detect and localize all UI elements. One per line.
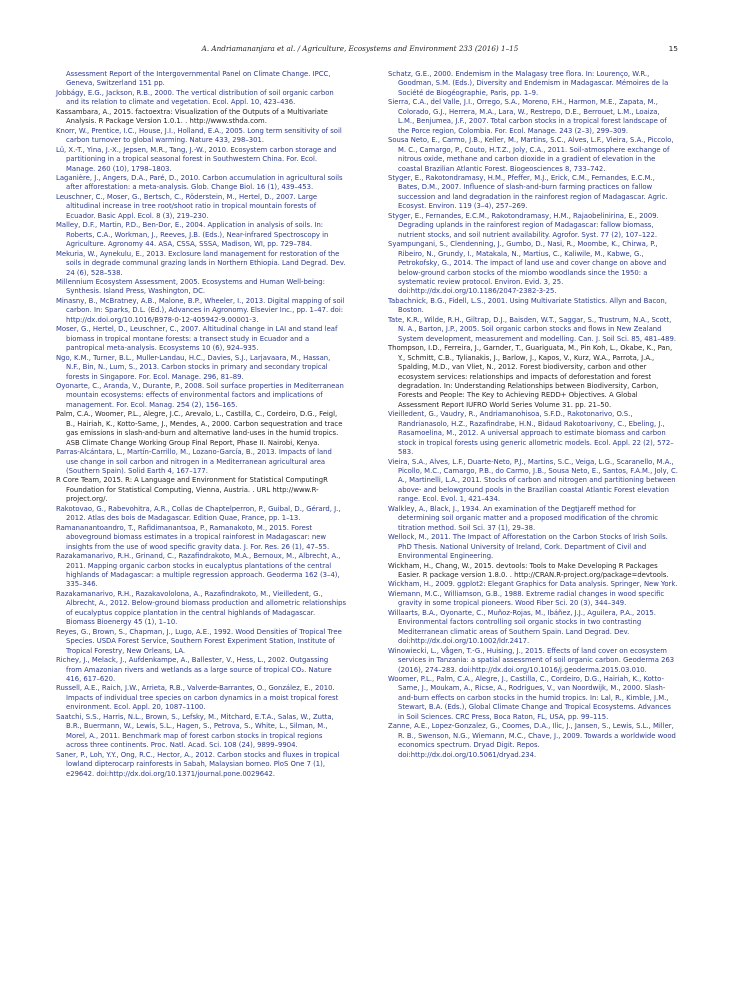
reference-entry: Thompson, I.D., Ferreira, J., Garnder, T., Guariguata, M., Pin Koh, L., Okabe, K., Pan, Y., Schmitt, C.B., Tylianakis, J., Barlow, J., Kapos, V., Kurz, W.A., Parrota, J.A., Spalding, M.D., van Vliet, N., 2012. Forest biodiversity, carbon and other ecosystem services: relationships and impacts of deforestation and forest degradation. In: Understanding Relationships between Biodiversity, Carbon, Forests and People: The Key to Achieving REDD+ Objectives. A Global Assessment Report IUFRO World Series Volume 31. pp. 21–50. — [388, 344, 673, 409]
reference-entry[interactable]: Saatchi, S.S., Harris, N.L., Brown, S., Lefsky, M., Mitchard, E.T.A., Salas, W., Zutta, B.R., Buermann, W., Lewis, S.L., Hagen, S., Petrova, S., White, L., Silman, M., Morel, A., 2011. Benchmark map of forest carbon stocks in tropical regions across three continents. Proc. Natl. Acad. Sci. 108 (24), 9899–9904. — [56, 712, 334, 750]
reference-entry[interactable]: Ramananantoandro, T., Rafidimanantsoa, P., Ramanakoto, M., 2015. Forest aboveground biomass estimates in a tropical rainforest in Madagascar: new insights from the use of wood specific gravity data. J. For. Res. 26 (1), 47–55. — [56, 523, 330, 551]
reference-entry[interactable]: Reyes, G., Brown, S., Chapman, J., Lugo, A.E., 1992. Wood Densities of Tropical Tree Species. USDA Forest Service, Southern Forest Experiment Station, Institute of Tropical Forestry, New Orleans, LA. — [56, 627, 342, 655]
reference-entry: Palm, C.A., Woomer, P.L., Alegre, J.C., Arevalo, L., Castilla, C., Cordeiro, D.G., Feigl, B., Hairiah, K., Kotto-Same, J., Mendes, A., 2000. Carbon sequestration and trace gas emissions in slash-and-burn and alternative land-uses in the humid tropics. ASB Climate Change Working Group Final Report, Phase II. Nairobi, Kenya. — [56, 410, 343, 447]
reference-entry[interactable]: Tate, K.R., Wilde, R.H., Giltrap, D.J., Baisden, W.T., Saggar, S., Trustrum, N.A., Scott, N. A., Barton, J.P., 2005. Soil organic carbon stocks and flows in New Zealand System development, measurement and modelling. Can. J. Soil Sci. 85, 481–489. — [388, 315, 676, 343]
reference-entry[interactable]: Russell, A.E., Raich, J.W., Arrieta, R.B., Valverde-Barrantes, O., González, E., 2010. Impacts of individual tree species on carbon dynamics in a moist tropical forest environment. Ecol. Appl. 20, 1087–1100. — [56, 684, 339, 712]
reference-entry[interactable]: Styger, E., Rakotondramasy, H.M., Pfeffer, M.J., Erick, C.M., Fernandes, E.C.M., Bates, D.M., 2007. Influence of slash-and-burn farming practices on fallow succession and land degradation in the rainforest region of Madagascar. Agric. Ecosyst. Environ. 119 (3–4), 257–269. — [388, 173, 668, 211]
reference-entry[interactable]: Tabachnick, B.G., Fidell, L.S., 2001. Using Multivariate Statistics. Allyn and Bacon, Boston. — [388, 296, 667, 315]
reference-entry[interactable]: Zanne, A.E., Lopez-Gonzalez, G., Coomes, D.A., Ilic, J., Jansen, S., Lewis, S.L., Miller, R. B., Swenson, N.G., Wiemann, M.C., Chave, J., 2009. Towards a worldwide wood economics spectrum. Dryad Digit. Repos. doi:http://dx.doi.org/10.5061/dryad.234. — [388, 722, 676, 759]
reference-entry[interactable]: Razakamanarivo, R.H., Razakavololona, A., Razafindrakoto, M., Vieilledent, G., Albrecht, A., 2012. Below-ground biomass production and allometric relationships of eucalyptus coppice plantation in the central highlands of Madagascar. Biomass Bioenergy 45 (1), 1–10. — [56, 589, 347, 627]
reference-entry[interactable]: Millennium Ecosystem Assessment, 2005. Ecosystems and Human Well-being: Synthesis. Island Press, Washington, DC. — [56, 277, 325, 296]
reference-entry[interactable]: Lü, X.-T., Yina, J.-X., Jepsen, M.R., Tang, J.-W., 2010. Ecosystem carbon storage and partitioning in a tropical seasonal forest in Southwestern China. For. Ecol. Manage. 260 (10), 1798–1803. — [56, 145, 337, 173]
running-header — [66, 43, 678, 55]
reference-entry[interactable]: Moser, G., Hertel, D., Leuschner, C., 2007. Altitudinal change in LAI and stand leaf biomass in tropical montane forests: a transect study in Ecuador and a pantropical meta-analysis. Ecosystems 10 (6), 924–935. — [56, 325, 338, 353]
reference-entry[interactable]: Assessment Report of the Intergovernmental Panel on Climate Change. IPCC, Geneva, Switzerland 151 pp. — [66, 70, 331, 88]
reference-entry[interactable]: Rakotovao, G., Rabevohitra, A.R., Collas de Chaptelperron, P., Guibal, D., Gérard, J., 2012. Atlas des bois de Madagascar. Edition Quae, France, pp. 1–13. — [56, 504, 341, 523]
reference-entry[interactable]: Ngo, K.M., Turner, B.L., Muller-Landau, H.C., Davies, S.J., Larjavaara, M., Hassan, N.F., Bin, N., Lum, S., 2013. Carbon stocks in primary and secondary tropical forests in Singapore. For. Ecol. Manage. 296, 81–89. — [56, 353, 331, 381]
page-number: 15 — [668, 44, 678, 53]
reference-entry[interactable]: Walkley, A., Black, J., 1934. An examination of the Degtjareff method for determining soil organic matter and a proposed modification of the chromic titration method. Soil Sci. 37 (1), 29–38. — [388, 504, 659, 532]
reference-column-left — [56, 70, 346, 779]
reference-entry[interactable]: Leuschner, C., Moser, G., Bertsch, C., Röderstein, M., Hertel, D., 2007. Large altitudinal increase in tree root/shoot ratio in tropical mountain forests of Ecuador. Basic Appl. Ecol. 8 (3), 219–230. — [56, 192, 318, 220]
reference-entry[interactable]: Parras-Alcántara, L., Martín-Carrillo, M., Lozano-García, B., 2013. Impacts of land use change in soil carbon and nitrogen in a Mediterranean agricultural area (Southern Spain). Solid Earth 4, 167–177. — [56, 448, 332, 476]
reference-entry[interactable]: Saner, P., Loh, Y.Y., Ong, R.C., Hector, A., 2012. Carbon stocks and fluxes in tropical lowland dipterocarp rainforests in Sabah, Malaysian borneo. PloS One 7 (1), e29642. doi:http://dx.doi.org/10.1371/journal.pone.0029642. — [56, 750, 340, 778]
reference-entry[interactable]: Woomer, P.L., Palm, C.A., Alegre, J., Castilla, C., Cordeiro, D.G., Hairiah, K., Kotto-Same, J., Moukam, A., Ricse, A., Rodrigues, V., van Noordwijk, M., 2000. Slash-and-burn effects on carbon stocks in the humid tropics. In: Lal, R., Kimble, J.M., Stewart, B.A. (Eds.), Global Climate Change and Tropical Ecosystems. Advances in Soil Sciences. CRC Press, Boca Raton, FL, USA, pp. 99–115. — [388, 675, 671, 721]
reference-entry[interactable]: Sousa Neto, E., Carmo, J.B., Keller, M., Martins, S.C., Alves, L.F., Vieira, S.A., Piccolo, M. C., Camargo, P., Couto, H.T.Z., Joly, C.A., 2011. Soil-atmosphere exchange of nitrous oxide, methane and carbon dioxide in a gradient of elevation in the coastal Brazilian Atlantic Forest. Biogeosciences 8, 733–742. — [388, 136, 674, 173]
reference-entry[interactable]: Willaarts, B.A., Oyonarte, C., Muñoz-Rojas, M., Ibáñez, J.J., Aguilera, P.A., 2015. Environmental factors controlling soil organic stocks in two contrasting Mediterranean climatic areas of Southern Spain. Land Degrad. Dev. doi:http://dx.doi.org/10.1002/ldr.2417. — [388, 608, 656, 646]
reference-entry[interactable]: Sierra, C.A., del Valle, J.I., Orrego, S.A., Moreno, F.H., Harmon, M.E., Zapata, M., Colorado, G.J., Herrera, M.A., Lara, W., Restrepo, D.E., Berrouet, L.M., Loaiza, L.M., Benjumea, J.F., 2007. Total carbon stocks in a tropical forest landscape of the Porce region, Colombia. For. Ecol. Manage. 243 (2–3), 299–309. — [388, 98, 667, 135]
reference-entry[interactable]: Razakamanarivo, R.H., Grinand, C., Razafindrakoto, M.A., Bernoux, M., Albrecht, A., 2011. Mapping organic carbon stocks in eucalyptus plantations of the central highlands of Madagascar: a multiple regression approach. Geoderma 162 (3–4), 335–346. — [56, 552, 341, 589]
reference-entry[interactable]: Syampungani, S., Clendenning, J., Gumbo, D., Nasi, R., Moombe, K., Chirwa, P., Ribeiro, N., Grundy, I., Matakala, N., Martius, C., Kaliwile, M., Kabwe, G., Petrokofsky, G., 2014. The impact of land use and cover change on above and below-ground carbon stocks of the miombo woodlands since the 1950: a systematic review protocol. Environ. Evid. 3, 25. doi:http://dx.doi.org/10.1186/2047-2382-3-25. — [388, 240, 667, 296]
reference-column-right — [388, 70, 678, 760]
reference-entry[interactable]: Vieilledent, G., Vaudry, R., Andriamanohisoa, S.F.D., Rakotonarivo, O.S., Randrianasolo, H.Z., Razafindrabe, H.N., Bidaud Rakotoarivony, C., Ebeling, J., Rasamoelina, M., 2012. A universal approach to estimate biomass and carbon stock in tropical forests using generic allometric models. Ecol. Appl. 22 (2), 572–583. — [388, 410, 674, 457]
reference-entry[interactable]: Minasny, B., McBratney, A.B., Malone, B.P., Wheeler, I., 2013. Digital mapping of soil carbon. In: Sparks, D.L. (Ed.), Advances in Agronomy. Elsevier Inc., pp. 1–47. doi: http://dx.doi.org/10.1016/B978-0-12-405942-9.00001-3. — [56, 296, 345, 324]
reference-entry[interactable]: Wickham, H., 2009. ggplot2: Elegant Graphics for Data analysis. Springer, New York. — [388, 580, 678, 589]
reference-entry[interactable]: Schatz, G.E., 2000. Endemism in the Malagasy tree flora. In: Lourenço, W.R., Goodman, S.M. (Eds.), Diversity and Endemism in Madagascar. Mémoires de la Société de Biogéographie, Paris, pp. 1–9. — [388, 70, 669, 97]
reference-entry[interactable]: Laganière, J., Angers, D.A., Paré, D., 2010. Carbon accumulation in agricultural soils after afforestation: a meta-analysis. Glob. Change Biol. 16 (1), 439–453. — [56, 173, 343, 192]
reference-entry[interactable]: Vieira, S.A., Alves, L.F., Duarte-Neto, P.J., Martins, S.C., Veiga, L.G., Scaranello, M.A., Picollo, M.C., Camargo, P.B., do Carmo, J.B., Sousa Neto, E., Santos, F.A.M., Joly, C. A., Martinelli, L.A., 2011. Stocks of carbon and nitrogen and partitioning between above- and belowground pools in the Brazilian coastal Atlantic Forest elevation range. Ecol. Evol. 1, 421–434. — [388, 457, 678, 504]
reference-entry[interactable]: Wiemann, M.C., Williamson, G.B., 1988. Extreme radial changes in wood specific gravity in some tropical pioneers. Wood Fiber Sci. 20 (3), 344–349. — [388, 589, 665, 608]
reference-entry[interactable]: Malley, D.F., Martin, P.D., Ben-Dor, E., 2004. Application in analysis of soils. In: Roberts, C.A., Workman, J., Reeves, J.B. (Eds.), Near-infrared Spectroscopy in Agriculture. Agronomy 44. ASA, CSSA, SSSA, Madison, WI, pp. 729–784. — [56, 221, 329, 249]
reference-entry[interactable]: Jobbágy, E.G., Jackson, R.B., 2000. The vertical distribution of soil organic carbon and its relation to climate and vegetation. Ecol. Appl. 10, 423–436. — [56, 88, 334, 107]
reference-entry[interactable]: Styger, E., Fernandes, E.C.M., Rakotondramasy, H.M., Rajaobelinirina, E., 2009. Degrading uplands in the rainforest region of Madagascar: fallow biomass, nutrient stocks, and soil nutrient availability. Agrofor. Syst. 77 (2), 107–122. — [388, 211, 659, 239]
running-title: A. Andriamananjara et al. / Agriculture, Ecosystems and Environment 233 (2016) 1–15 — [201, 44, 519, 53]
reference-entry: R Core Team, 2015. R: A Language and Environment for Statistical ComputingR Foundation for Statistical Computing, Vienna, Austria. . URL http://www.R-project.org/. — [56, 476, 328, 504]
reference-entry[interactable]: Oyonarte, C., Aranda, V., Durante, P., 2008. Soil surface properties in Mediterranean mountain ecosystems: effects of environmental factors and implications of management. For. Ecol. Manag. 254 (2), 156–165. — [56, 381, 344, 409]
reference-entry[interactable]: Wellock, M., 2011. The Impact of Afforestation on the Carbon Stocks of Irish Soils. PhD Thesis. National University of Ireland, Cork. Department of Civil and Environmental Engineering. — [388, 533, 668, 561]
reference-entry: Wickham, H., Chang, W., 2015. devtools: Tools to Make Developing R Packages Easier. R package version 1.8.0. . http://CRAN.R-project.org/package=devtools. — [388, 561, 669, 580]
reference-entry: Kassambara, A., 2015. factoextra: Visualization of the Outputs of a Multivariate Analysis. R Package Version 1.0.1. . http://www.sthda.com. — [56, 107, 328, 126]
reference-entry[interactable]: Winowiecki, L., Vågen, T.-G., Huising, J., 2015. Effects of land cover on ecosystem services in Tanzania: a spatial assessment of soil organic carbon. Geoderma 263 (2016), 274–283. doi:http://dx.doi.org/10.1016/j.geoderma.2015.03.010. — [388, 646, 675, 674]
reference-entry[interactable]: Richey, J., Melack, J., Aufdenkampe, A., Ballester, V., Hess, L., 2002. Outgassing from Amazonian rivers and wetlands as a large source of tropical CO₂. Nature 416, 617–620. — [56, 656, 332, 683]
reference-entry[interactable]: Mekuria, W., Aynekulu, E., 2013. Exclosure land management for restoration of the soils in degrade communal grazing lands in Northern Ethiopia. Land Degrad. Dev. 24 (6), 528–538. — [56, 249, 346, 277]
reference-entry[interactable]: Knorr, W., Prentice, I.C., House, J.I., Holland, E.A., 2005. Long term sensitivity of soil carbon turnover to global warming. Nature 433, 298–301. — [56, 126, 342, 145]
